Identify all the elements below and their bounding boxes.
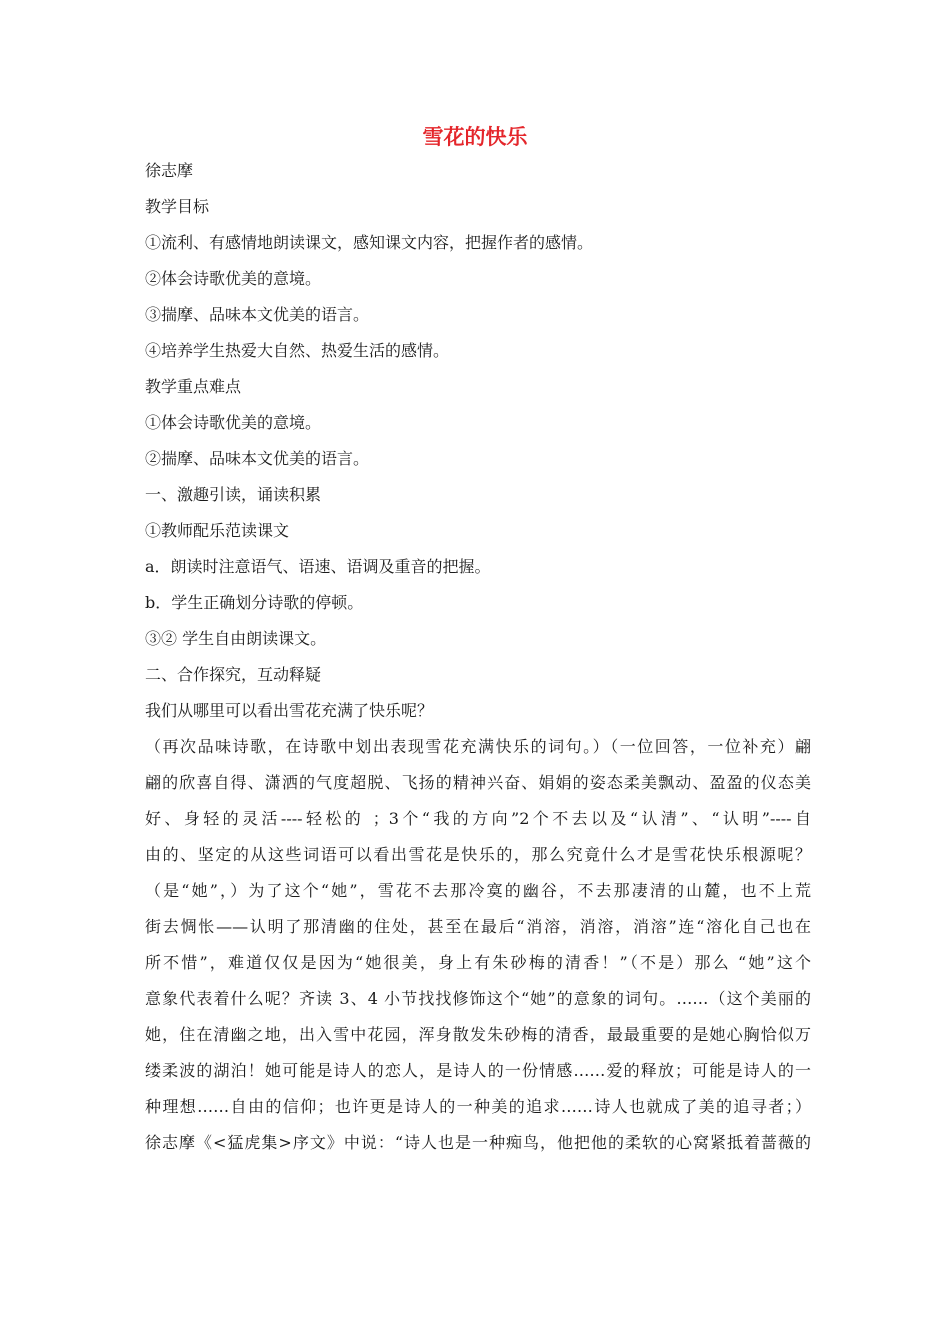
author-line: 徐志摩 bbox=[145, 161, 194, 180]
paragraph-line: 好、身轻的灵活----轻松的 ；3个“我的方向”2个不去以及“认清”、“认明”----自 bbox=[145, 809, 811, 828]
paragraph-line: 她，住在清幽之地，出入雪中花园，浑身散发朱砂梅的清香，最最重要的是她心胸恰似万 bbox=[145, 1025, 811, 1044]
section-heading-teaching-goals: 教学目标 bbox=[145, 197, 210, 216]
paragraph-line: 缕柔波的湖泊！她可能是诗人的恋人，是诗人的一份情感……爱的释放；可能是诗人的一 bbox=[145, 1061, 811, 1080]
paragraph-line: （是“她”，）为了这个“她”，雪花不去那冷寞的幽谷，不去那凄清的山麓，也不上荒 bbox=[145, 881, 811, 900]
key-point-item: ②揣摩、品味本文优美的语言。 bbox=[145, 449, 370, 468]
goal-item: ①流利、有感情地朗读课文，感知课文内容，把握作者的感情。 bbox=[145, 233, 594, 252]
section-heading-key-points: 教学重点难点 bbox=[145, 377, 242, 396]
section-heading-part-two: 二、合作探究，互动释疑 bbox=[145, 665, 322, 684]
question-line: 我们从哪里可以看出雪花充满了快乐呢？ bbox=[145, 701, 434, 720]
paragraph-line: 意象代表着什么呢？齐读 3、4 小节找找修饰这个“她”的意象的词句。……（这个美丽的 bbox=[145, 989, 811, 1008]
paragraph-line: 街去惆怅——认明了那清幽的住处，甚至在最后“消溶，消溶，消溶”连“溶化自己也在 bbox=[145, 917, 811, 936]
paragraph-line: （再次品味诗歌，在诗歌中划出表现雪花充满快乐的词句。）（一位回答，一位补充）翩 bbox=[145, 737, 811, 756]
goal-item: ②体会诗歌优美的意境。 bbox=[145, 269, 322, 288]
step-item: b．学生正确划分诗歌的停顿。 bbox=[145, 593, 364, 612]
goal-item: ③揣摩、品味本文优美的语言。 bbox=[145, 305, 370, 324]
step-item: ①教师配乐范读课文 bbox=[145, 521, 290, 540]
paragraph-line: 翩的欣喜自得、潇洒的气度超脱、飞扬的精神兴奋、娟娟的姿态柔美飘动、盈盈的仪态美 bbox=[145, 773, 811, 792]
paragraph-line: 徐志摩《<猛虎集>序文》中说：“诗人也是一种痴鸟，他把他的柔软的心窝紧抵着蔷薇的 bbox=[145, 1133, 811, 1152]
document-body bbox=[145, 153, 811, 1161]
paragraph-line: 种理想……自由的信仰；也许更是诗人的一种美的追求……诗人也就成了美的追寻者；） bbox=[145, 1097, 811, 1116]
section-heading-part-one: 一、激趣引读，诵读积累 bbox=[145, 485, 322, 504]
document-title: 雪花的快乐 bbox=[422, 125, 528, 149]
paragraph-line: 由的、坚定的从这些词语可以看出雪花是快乐的，那么究竟什么才是雪花快乐根源呢？ bbox=[145, 845, 811, 864]
step-item: ③② 学生自由朗读课文。 bbox=[145, 629, 327, 648]
paragraph-line: 所不惜”，难道仅仅是因为“她很美，身上有朱砂梅的清香！”（不是）那么 “她”这个 bbox=[145, 953, 811, 972]
key-point-item: ①体会诗歌优美的意境。 bbox=[145, 413, 322, 432]
goal-item: ④培养学生热爱大自然、热爱生活的感情。 bbox=[145, 341, 450, 360]
step-item: a．朗读时注意语气、语速、语调及重音的把握。 bbox=[145, 557, 491, 576]
